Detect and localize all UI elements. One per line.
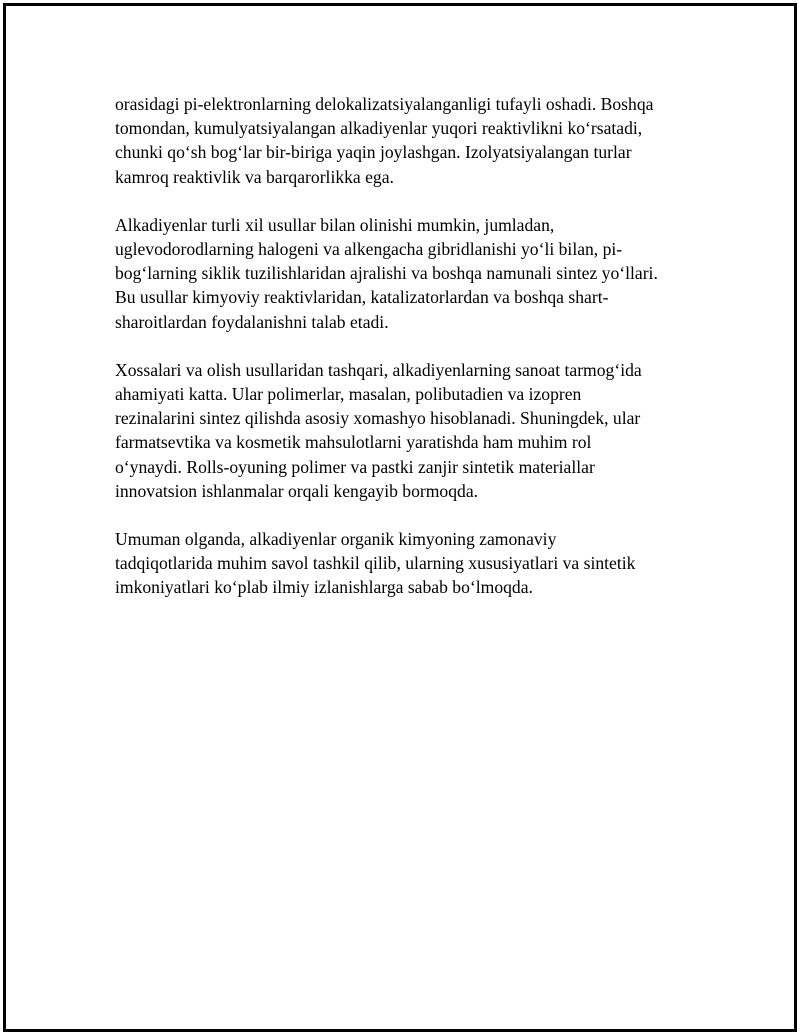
text-line: bog‘larning siklik tuzilishlaridan ajralishi va boshqa namunali sintez yo‘llari. [115,263,658,284]
text-line: o‘ynaydi. Rolls-oyuning polimer va pastki zanjir sintetik materiallar [115,456,595,477]
text-line: innovatsion ishlanmalar orqali kengayib bormoqda. [115,480,479,501]
text-line: tadqiqotlarida muhim savol tashkil qilib, ularning xususiyatlari va sintetik [115,553,636,574]
paragraph-industry [115,358,675,503]
text-line: uglevodorodlarning halogeni va alkengacha gibridlanishi yo‘li bilan, pi- [115,239,623,260]
text-line: Xossalari va olish usullaridan tashqari, alkadiyenlarning sanoat tarmog‘ida [115,359,642,380]
text-line: farmatsevtika va kosmetik mahsulotlarni yaratishda ham muhim rol [115,432,592,453]
text-line: kamroq reaktivlik va barqarorlikka ega. [115,166,394,187]
text-line: tomondan, kumulyatsiyalangan alkadiyenlar yuqori reaktivlikni ko‘rsatadi, [115,118,643,139]
text-line: Bu usullar kimyoviy reaktivlaridan, katalizatorlardan va boshqa shart- [115,287,609,308]
text-line: imkoniyatlari ko‘plab ilmiy izlanishlarga sabab bo‘lmoqda. [115,577,533,598]
document-body [115,92,675,624]
text-line: chunki qo‘sh bog‘lar bir-biriga yaqin joylashgan. Izolyatsiyalangan turlar [115,142,632,163]
paragraph-aromaticity [115,92,675,189]
text-line: Umuman olganda, alkadiyenlar organik kimyoning zamonaviy [115,529,557,550]
text-line: sharoitlardan foydalanishni talab etadi. [115,311,389,332]
text-line: orasidagi pi-elektronlarning delokalizatsiyalanganligi tufayli oshadi. Boshqa [115,94,654,114]
paragraph-conclusion [115,527,675,600]
text-line: Alkadiyenlar turli xil usullar bilan olinishi mumkin, jumladan, [115,214,555,235]
text-line: rezinalarini sintez qilishda asosiy xomashyo hisoblanadi. Shuningdek, ular [115,408,641,429]
text-line: ahamiyati katta. Ular polimerlar, masalan, polibutadien va izopren [115,384,582,405]
paragraph-synthesis [115,213,675,334]
